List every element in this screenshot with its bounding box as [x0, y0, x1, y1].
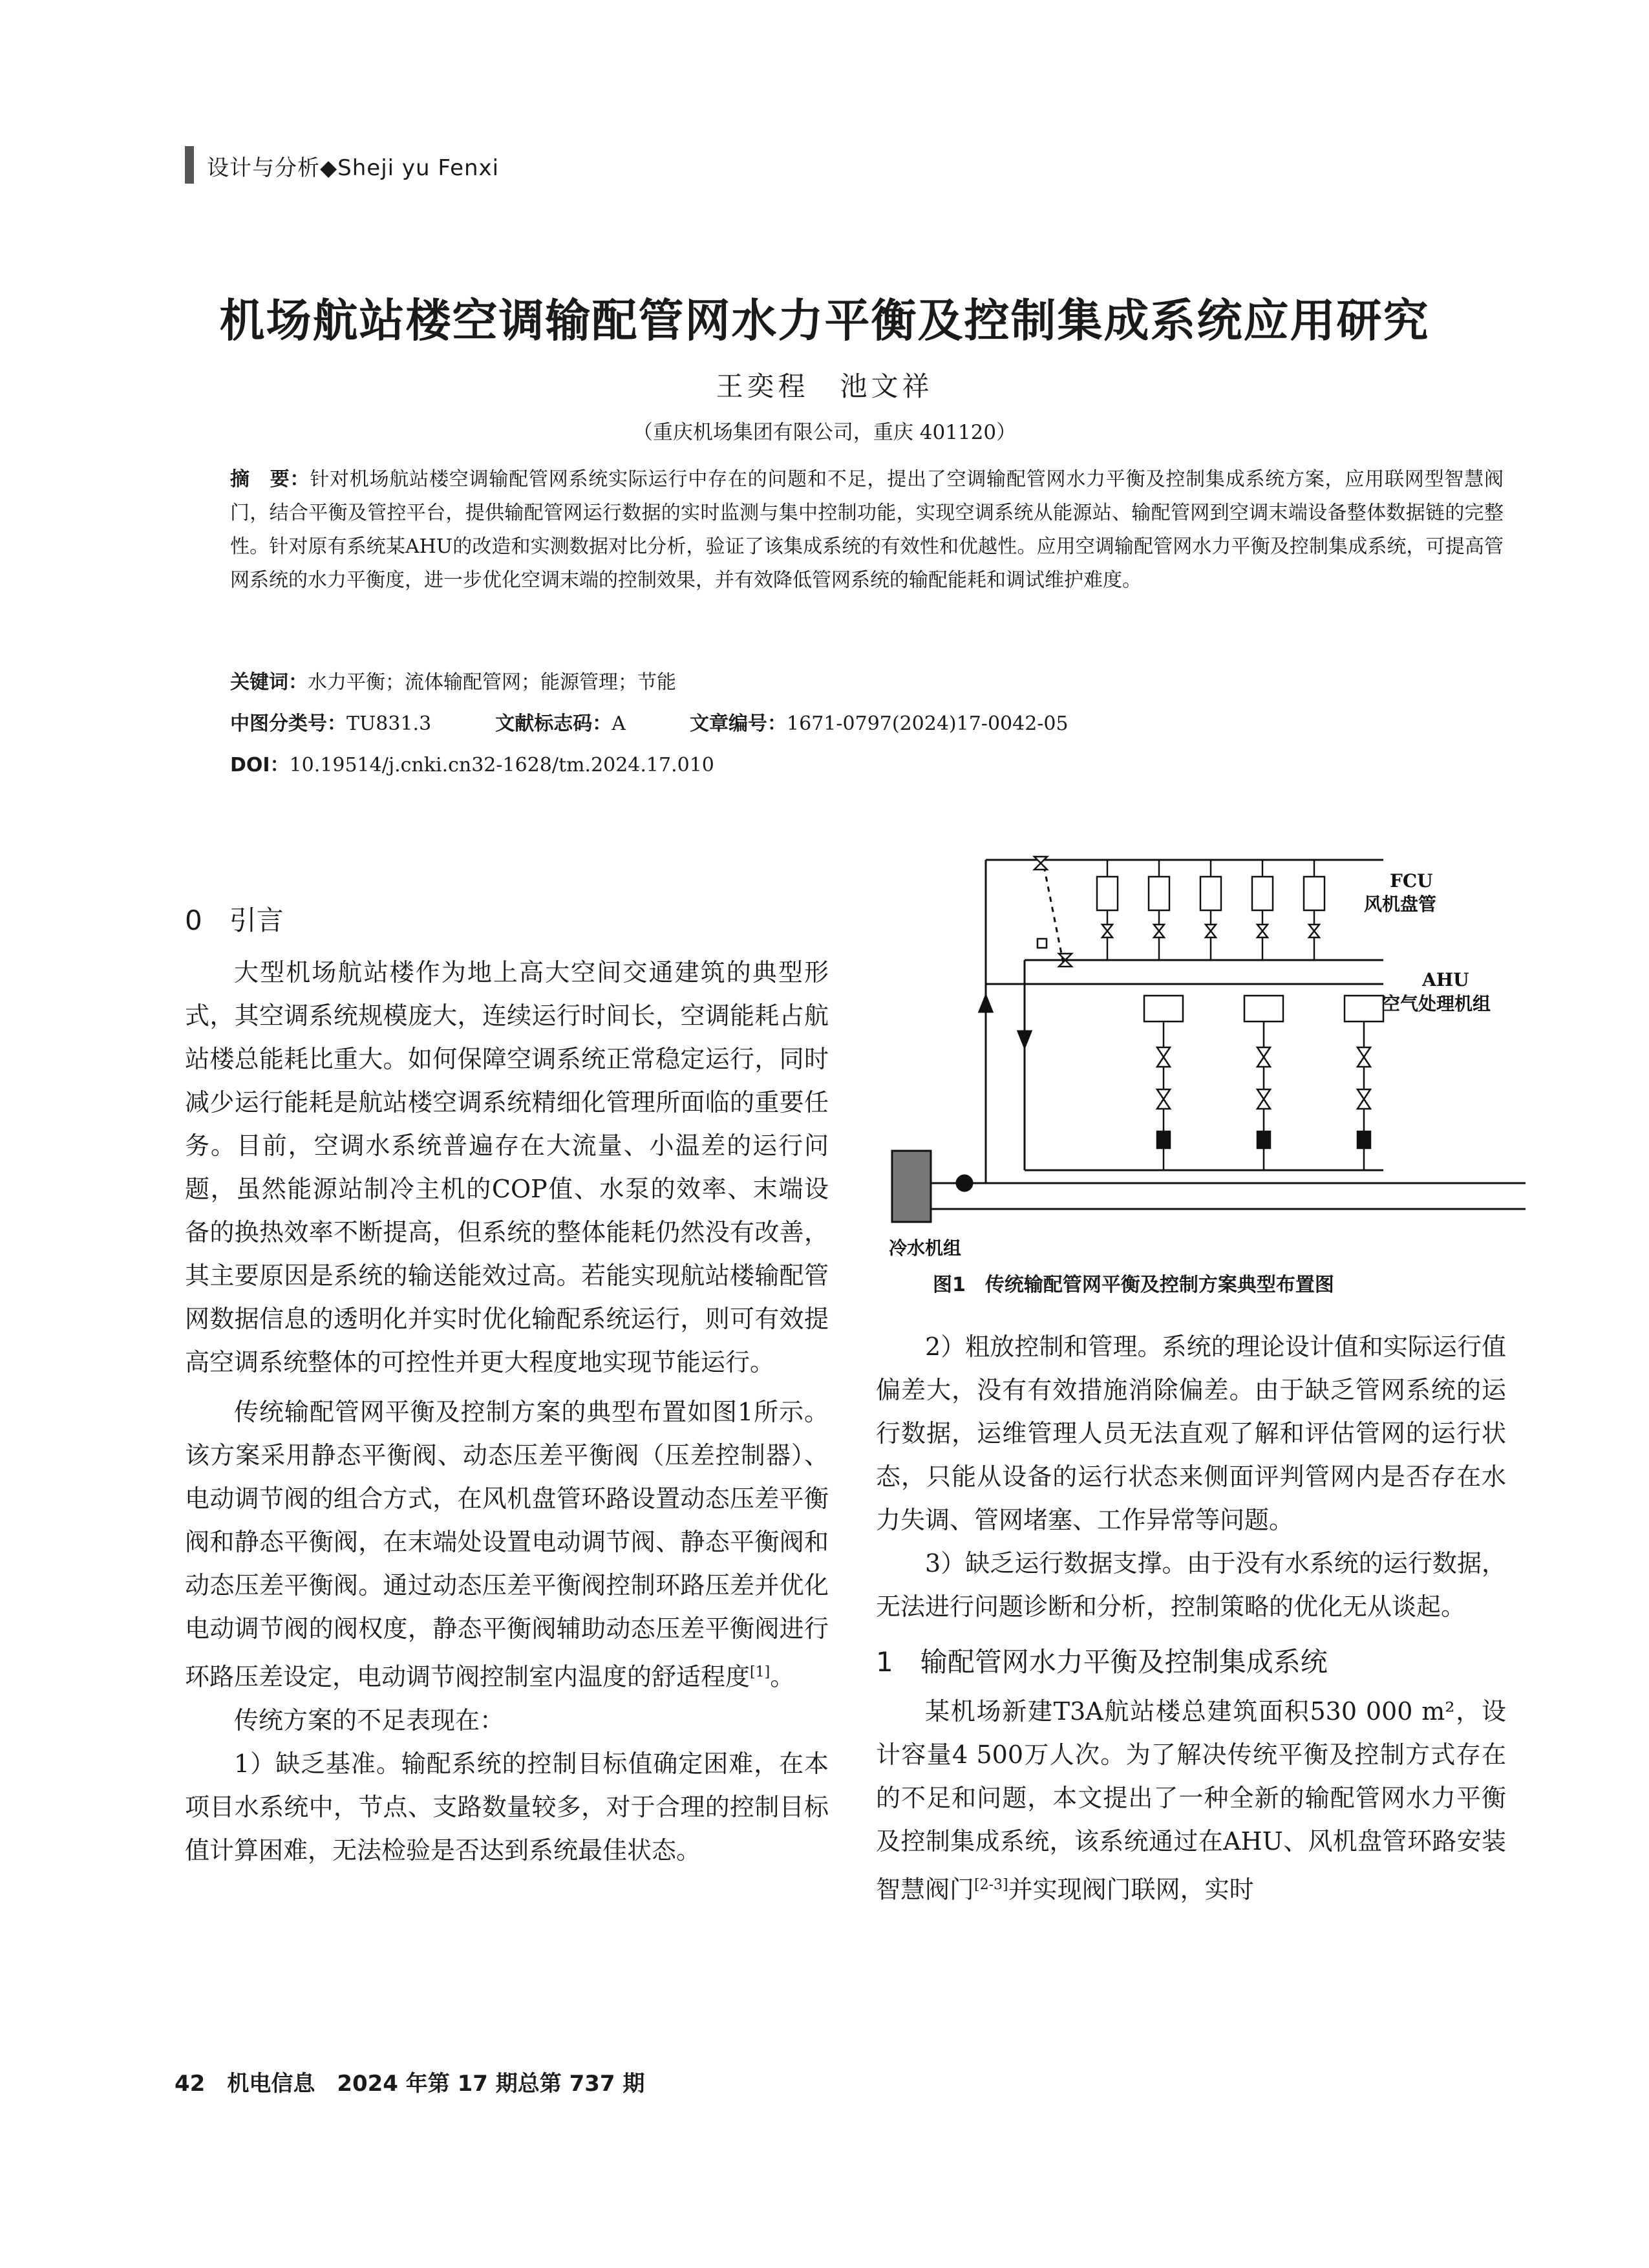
fcu-label-cn: 风机盘管 — [1364, 893, 1437, 915]
left-column — [185, 899, 829, 1872]
intro-paragraph-2-text: 传统输配管网平衡及控制方案的典型布置如图1所示。该方案采用静态平衡阀、动态压差平衡阀（压差控制器）、电动调节阀的组合方式，在风机盘管环路设置动态压差平衡阀和静态平衡阀，在末端处设置电动调节阀、静态平衡阀和动态压差平衡阀。通过动态压差平衡阀控制环路压差并优化电动调节阀的阀权度，静态平衡阀辅助动态压差平衡阀进行环路压差设定，电动调节阀控制室内温度的舒适程度 — [185, 1398, 829, 1691]
doc-code-label: 文献标志码： — [495, 712, 612, 735]
intro-paragraph-5: 2）粗放控制和管理。系统的理论设计值和实际运行值偏差大，没有有效措施消除偏差。由于缺乏管网系统的运行数据，运维管理人员无法直观了解和评估管网的运行状态，只能从设备的运行状态来侧面评判管网内是否存在水力失调、管网堵塞、工作异常等问题。 — [876, 1332, 1506, 1534]
column-header: 设计与分析◆Sheji yu Fenxi — [207, 155, 500, 181]
classification-line — [230, 707, 1069, 736]
intro-paragraph-6: 3）缺乏运行数据支撑。由于没有水系统的运行数据，无法进行问题诊断和分析，控制策略的优化无从谈起。 — [876, 1549, 1506, 1621]
abstract — [230, 463, 1504, 597]
page-footer: 42 机电信息 2024 年第 17 期总第 737 期 — [175, 2071, 645, 2097]
chiller-box — [892, 1151, 931, 1222]
fcu-label-en: FCU — [1390, 870, 1433, 892]
doi-label: DOI： — [230, 754, 290, 776]
keywords-label: 关键词： — [230, 671, 308, 694]
intro-paragraph-1: 大型机场航站楼作为地上高大空间交通建筑的典型形式，其空调系统规模庞大，连续运行时间长，空调能耗占航站楼总能耗比重大。如何保障空调系统正常稳定运行，同时减少运行能耗是航站楼空调系统精细化管理所面临的重要任务。目前，空调水系统普遍存在大流量、小温差的运行问题，虽然能源站制冷主机的COP值、水泵的效率、末端设备的换热效率不断提高，但系统的整体能耗仍然没有改善，其主要原因是系统的输送能效过高。若能实现航站楼输配管网数据信息的透明化并实时优化输配系统运行，则可有效提高空调系统整体的可控性并更大程度地实现节能运行。 — [185, 958, 829, 1376]
article-no-value: 1671-0797(2024)17-0042-05 — [787, 712, 1069, 735]
section-1-paragraph-1 — [876, 1690, 1506, 1912]
abstract-label: 摘 要： — [230, 468, 310, 491]
doi-line — [230, 749, 714, 777]
header-bar — [185, 146, 194, 184]
section-0-heading: 0 引言 — [185, 904, 284, 936]
figure-1-diagram — [886, 834, 1532, 1261]
section-1-paragraph-1-text: 某机场新建T3A航站楼总建筑面积530 000 m²，设计容量4 500万人次。为了解决传统平衡及控制方式存在的不足和问题，本文提出了一种全新的输配管网水力平衡及控制集成系统，该系统通过在AHU、风机盘管环路安装智慧阀门 — [876, 1697, 1506, 1904]
right-column — [876, 1325, 1506, 1912]
fcu-units — [1097, 860, 1325, 960]
ahu-units — [1144, 996, 1383, 1170]
section-1-heading: 1 输配管网水力平衡及控制集成系统 — [876, 1646, 1328, 1678]
abstract-text: 针对机场航站楼空调输配管网系统实际运行中存在的问题和不足，提出了空调输配管网水力平衡及控制集成系统方案，应用联网型智慧阀门，结合平衡及管控平台，提供输配管网运行数据的实时监测与集中控制功能，实现空调系统从能源站、输配管网到空调末端设备整体数据链的完整性。针对原有系统某AHU的改造和实测数据对比分析，验证了该集成系统的有效性和优越性。应用空调输配管网水力平衡及控制集成系统，可提高管网系统的水力平衡度，进一步优化空调末端的控制效果，并有效降低管网系统的输配能耗和调试维护难度。 — [230, 468, 1504, 592]
paper-title: 机场航站楼空调输配管网水力平衡及控制集成系统应用研究 — [219, 294, 1430, 347]
intro-paragraph-2 — [185, 1391, 829, 1699]
clc-label: 中图分类号： — [230, 712, 346, 735]
citation-1: [1] — [750, 1664, 771, 1680]
doi-value: 10.19514/j.cnki.cn32-1628/tm.2024.17.010 — [289, 754, 714, 776]
clc-value: TU831.3 — [346, 712, 432, 735]
keywords — [230, 666, 676, 694]
intro-paragraph-3: 传统方案的不足表现在： — [234, 1706, 505, 1735]
citation-2-3: [2-3] — [974, 1877, 1008, 1893]
authors: 王奕程 池文祥 — [716, 370, 933, 402]
chiller-label: 冷水机组 — [889, 1237, 962, 1259]
ahu-label-cn: 空气处理机组 — [1382, 993, 1491, 1014]
affiliation: （重庆机场集团有限公司，重庆 401120） — [632, 421, 1017, 444]
doc-code-value: A — [612, 712, 626, 735]
intro-paragraph-4: 1）缺乏基准。输配系统的控制目标值确定困难，在本项目水系统中，节点、支路数量较多，对于合理的控制目标值计算困难，无法检验是否达到系统最佳状态。 — [185, 1749, 829, 1865]
article-no-label: 文章编号： — [690, 712, 787, 735]
section-1-paragraph-1-end: 并实现阀门联网，实时 — [1008, 1875, 1254, 1904]
figure-1-caption: 图1 传统输配管网平衡及控制方案典型布置图 — [933, 1274, 1334, 1296]
intro-paragraph-2-end: 。 — [770, 1662, 795, 1691]
ahu-label-en: AHU — [1422, 969, 1469, 990]
keywords-text: 水力平衡；流体输配管网；能源管理；节能 — [308, 671, 676, 694]
